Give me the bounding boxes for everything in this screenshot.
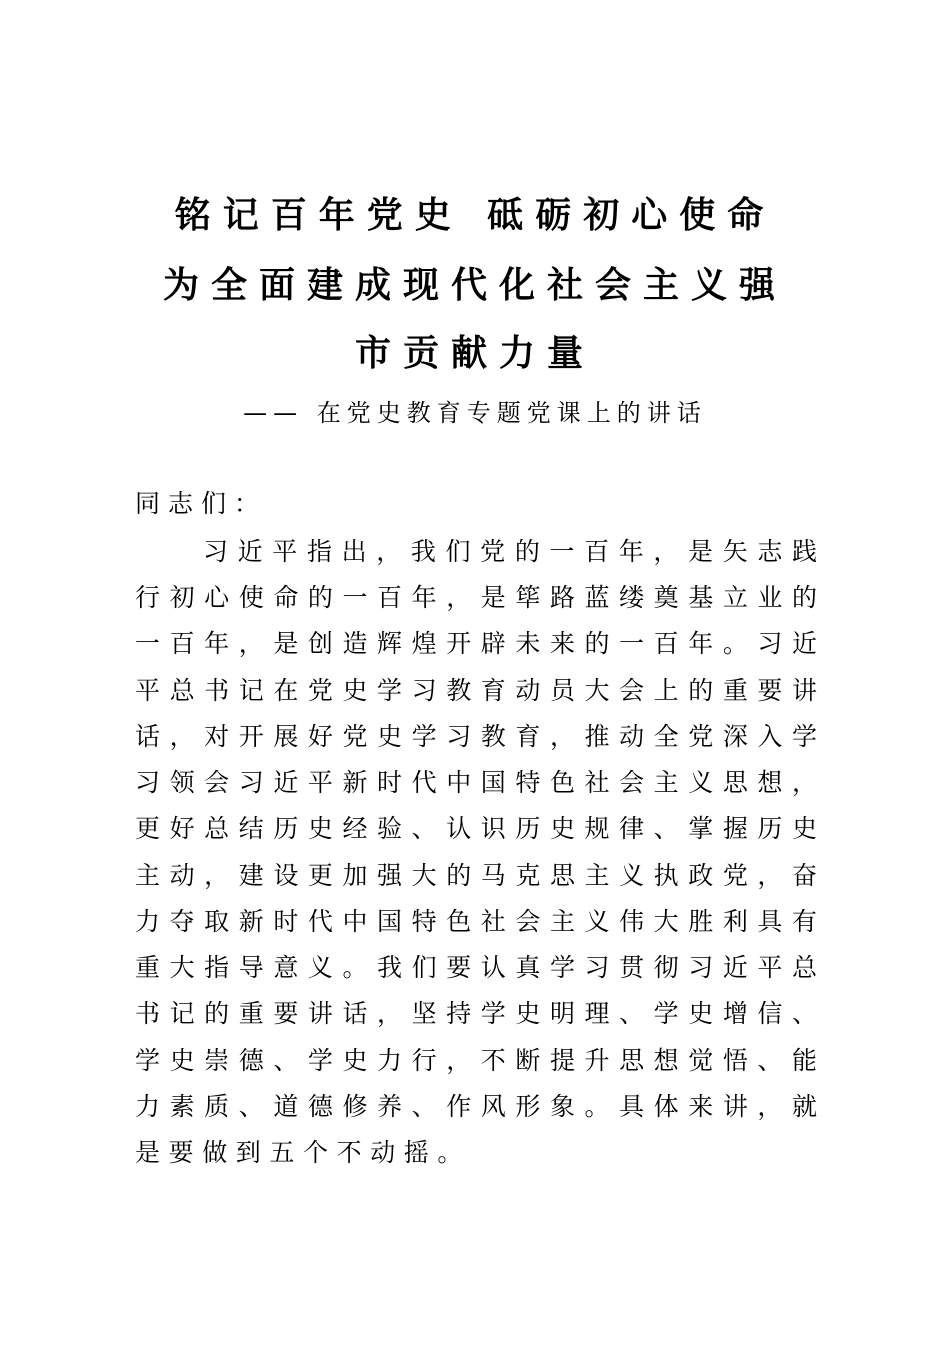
body-line: 更好总结历史经验、认识历史规律、掌握历史 bbox=[135, 814, 817, 843]
title-line-1: 铭记百年党史 砥砺初心使命 bbox=[174, 195, 776, 236]
body-line: 书记的重要讲话，坚持学史明理、学史增信、 bbox=[135, 999, 817, 1028]
body-line: 行初心使命的一百年，是筚路蓝缕奠基立业的 bbox=[135, 583, 817, 612]
body-line: 习近平指出，我们党的一百年，是矢志践 bbox=[203, 537, 817, 566]
title-line-2: 为全面建成现代化社会主义强 bbox=[162, 265, 787, 306]
body-line: 主动，建设更加强大的马克思主义执政党，奋 bbox=[135, 861, 817, 890]
body-line: 重大指导意义。我们要认真学习贯彻习近平总 bbox=[135, 953, 817, 982]
body-line: 平总书记在党史学习教育动员大会上的重要讲 bbox=[135, 676, 817, 705]
title-line-3: 市贡献力量 bbox=[354, 333, 595, 374]
subtitle: —— 在党史教育专题党课上的讲话 bbox=[243, 399, 707, 427]
body-line: 学史崇德、学史力行，不断提升思想觉悟、能 bbox=[135, 1046, 817, 1075]
body-line: 力夺取新时代中国特色社会主义伟大胜利具有 bbox=[135, 907, 817, 936]
body-line: 一百年，是创造辉煌开辟未来的一百年。习近 bbox=[135, 629, 817, 658]
body-line: 是要做到五个不动摇。 bbox=[135, 1138, 472, 1167]
body-line: 力素质、道德修养、作风形象。具体来讲，就 bbox=[135, 1092, 817, 1121]
body-line: 话，对开展好党史学习教育，推动全党深入学 bbox=[135, 722, 817, 751]
salutation: 同志们： bbox=[135, 489, 268, 518]
body-line: 习领会习近平新时代中国特色社会主义思想， bbox=[135, 768, 817, 797]
